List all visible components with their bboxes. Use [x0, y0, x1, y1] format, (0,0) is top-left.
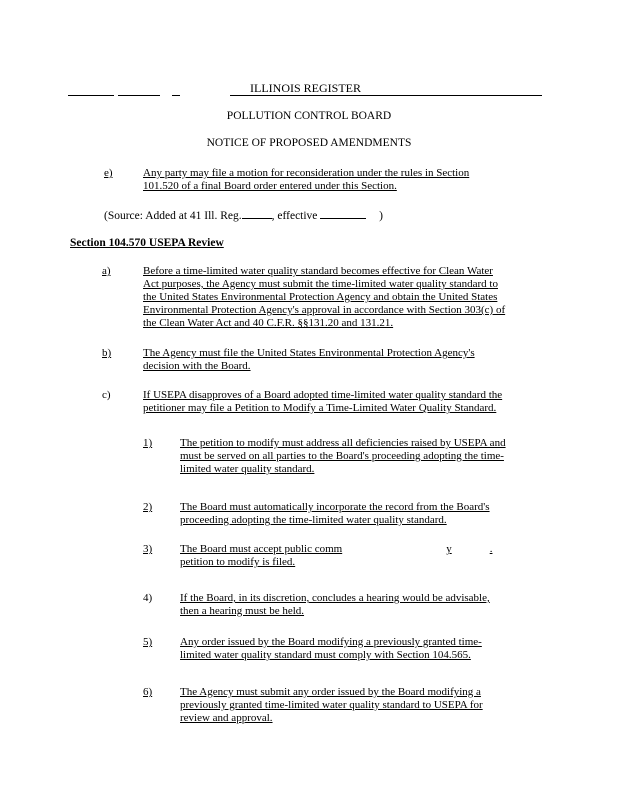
subitem-1-label: 1): [143, 437, 153, 449]
subitem-2-label: 2): [143, 501, 153, 513]
item-b-label: b): [102, 347, 112, 359]
item-e-line: 101.520 of a final Board order entered under this Section.: [143, 180, 397, 192]
subitem-6-label: 6): [143, 686, 153, 698]
source-blank-reg: [242, 208, 272, 219]
subitem-5-label: 5): [143, 636, 153, 648]
subitem-5-text: [180, 636, 482, 662]
subitem-3-label: 3): [143, 543, 153, 555]
source-blank-date: [320, 208, 366, 219]
notice-title: NOTICE OF PROPOSED AMENDMENTS: [206, 137, 412, 149]
subitem-line: [180, 543, 492, 556]
subitem-line: If the Board, in its discretion, concludes a hearing would be advisable,: [180, 592, 490, 604]
subitem-line: limited water quality standard must comply with Section 104.565.: [180, 649, 471, 661]
subitem-line: limited water quality standard.: [180, 463, 315, 475]
subitem-line: The petition to modify must address all deficiencies raised by USEPA and: [180, 437, 506, 449]
subitem-line: previously granted time-limited water quality standard to USEPA for: [180, 699, 483, 711]
item-a-line: the Clean Water Act and 40 C.F.R. §§131.20 and 131.21.: [143, 317, 394, 329]
subitem-3-period: .: [489, 543, 493, 555]
subitem-3-text: [180, 543, 492, 569]
subitem-4-text: [180, 592, 490, 618]
subitem-line: review and approval.: [180, 712, 273, 724]
subitem-line: proceeding adopting the time-limited water quality standard.: [180, 514, 447, 526]
subitem-line: then a hearing must be held.: [180, 605, 305, 617]
source-effective: , effective: [271, 210, 318, 222]
subitem-line: Any order issued by the Board modifying a previously granted time-: [180, 636, 482, 648]
header-rule-left-2: [118, 95, 160, 96]
register-title: ILLINOIS REGISTER: [250, 81, 361, 95]
subitem-1-text: [180, 437, 506, 476]
source-prefix: (Source: Added at 41 Ill. Reg.: [104, 210, 242, 222]
item-a-line: Before a time-limited water quality standard becomes effective for Clean Water: [143, 265, 493, 277]
subitem-3-tail: y: [446, 543, 452, 555]
subitem-2-text: [180, 501, 490, 527]
item-b-text: [143, 347, 475, 373]
item-c-line: If USEPA disapproves of a Board adopted time-limited water quality standard the: [143, 389, 503, 401]
item-c-line: petitioner may file a Petition to Modify a Time-Limited Water Quality Standard.: [143, 402, 497, 414]
header-rule-left-3: [172, 95, 180, 96]
item-c-label: c): [102, 389, 111, 401]
board-title: POLLUTION CONTROL BOARD: [226, 110, 392, 122]
subitem-4-label: 4): [143, 592, 153, 604]
subitem-3-line1: The Board must accept public comm: [180, 543, 343, 555]
item-e-text: [143, 167, 469, 193]
subitem-6-text: [180, 686, 483, 725]
header-rule-left-1: [68, 95, 114, 96]
source-note: [104, 208, 383, 222]
subitem-line: The Board must automatically incorporate the record from the Board's: [180, 501, 490, 513]
item-a-line: Environmental Protection Agency's approval in accordance with Section 303(c) of: [143, 304, 506, 316]
item-e-label: e): [104, 167, 113, 179]
item-a-line: Act purposes, the Agency must submit the time-limited water quality standard to: [143, 278, 498, 290]
item-e-line: Any party may file a motion for reconsideration under the rules in Section: [143, 167, 470, 179]
item-c-text: [143, 389, 502, 415]
item-b-line: The Agency must file the United States Environmental Protection Agency's: [143, 347, 475, 359]
item-b-line: decision with the Board.: [143, 360, 251, 372]
source-close: ): [379, 210, 384, 222]
item-a-text: [143, 265, 505, 330]
item-a-line: the United States Environmental Protection Agency and obtain the United States: [143, 291, 498, 303]
section-heading: Section 104.570 USEPA Review: [70, 237, 224, 249]
subitem-line: The Agency must submit any order issued by the Board modifying a: [180, 686, 481, 698]
item-a-label: a): [102, 265, 111, 277]
subitem-line: petition to modify is filed.: [180, 556, 296, 568]
subitem-line: must be served on all parties to the Board's proceeding adopting the time-: [180, 450, 504, 462]
